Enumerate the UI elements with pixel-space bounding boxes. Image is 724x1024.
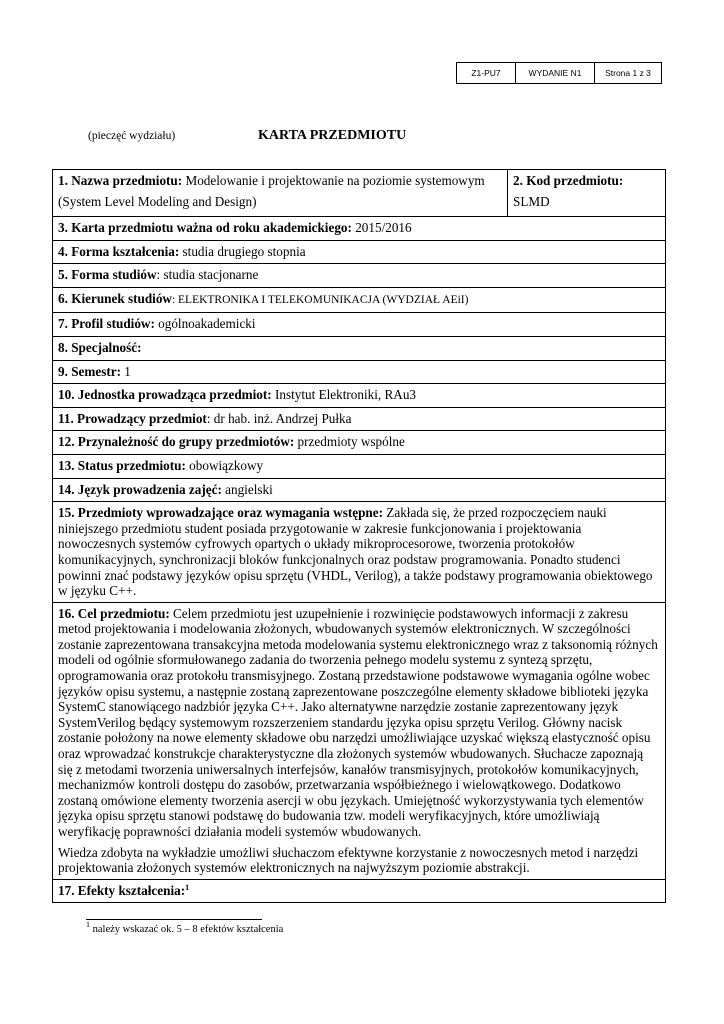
field-12-cell xyxy=(53,431,666,455)
course-code-label: 2. Kod przedmiotu: xyxy=(513,173,624,188)
field-10-cell xyxy=(53,384,666,408)
course-name-value: Modelowanie i projektowanie na poziomie systemowym xyxy=(182,173,485,188)
course-name-cell xyxy=(53,170,508,217)
course-code-cell xyxy=(508,170,666,217)
field-9-cell xyxy=(53,360,666,384)
field-16-value: Celem przedmiotu jest uzupełnienie i rozwinięcie podstawowych informacji z zakresu metod projektowania i modelowania złożonych, wbudowanych systemów elektronicznych. W szczególności zostanie zaprezentowana transakcyjna metoda modelowania systemu elektronicznego wraz z taksonomią różnych modeli od ogólnie sformułowanego zadania do tworzenia pełnego modelu systemu z syntezą sprzętu, oprogramowania oraz protokołu transmisyjnego. Zostaną przedstawione podstawowe wymagania ogólne wobec języków opisu systemu, a następnie zostaną zaprezentowane poszczególne elementy składowe biblioteki języka SystemC stanowiącego nadzbiór języka C++. Jako alternatywne narzędzie zostanie zaprezentowany język SystemVerilog będący systemowym rozszerzeniem standardu języka opisu sprzętu Verilog. Główny nacisk zostanie położony na nowe elementy składowe obu narzędzi umożliwiające uzyskać większą elastyczność opisu oraz wprowadzać konstrukcje charakterystyczne dla złożonych systemów wbudowanych. Słuchacze zapoznają się z metodami tworzenia uniwersalnych interfejsów, kanałów transmisyjnych, protokołów komunikacyjnych, mechanizmów kontroli dostępu do zasobów, przetwarzania współbieżnego i wielowątkowego. Dodatkowo zostaną omówione elementy tworzenia asercji w obu językach. Umiejętność wykorzystywania tych elementów języka opisu sprzętu stanowi podstawę do budowania tzw. modeli weryfikacyjnych, które umożliwiają weryfikację poprawności działania modeli systemów wbudowanych. xyxy=(58,605,658,839)
field-9-label: 9. Semestr: xyxy=(58,363,121,379)
field-11-label: 11. Prowadzący przedmiot xyxy=(58,410,207,426)
footnote-mark: 1 xyxy=(86,920,90,929)
footnote xyxy=(86,920,284,935)
footnote-separator xyxy=(86,919,262,920)
field-8-cell xyxy=(53,336,666,360)
field-6-label: 6. Kierunek studiów xyxy=(58,290,172,306)
field-8-label: 8. Specjalność: xyxy=(58,339,142,355)
field-7-cell xyxy=(53,313,666,337)
field-16-summary: Wiedza zdobyta na wykładzie umożliwi słuchaczom efektywne korzystanie z nowoczesnych metod i narzędzi projektowania złożonych systemów elektronicznych na najwyższym poziomie abstrakcji. xyxy=(58,844,639,876)
course-name-english: (System Level Modeling and Design) xyxy=(58,194,257,209)
field-7-label: 7. Profil studiów: xyxy=(58,316,155,332)
footnote-text: należy wskazać ok. 5 – 8 efektów kształcenia xyxy=(90,924,284,935)
document-header-table xyxy=(456,62,662,84)
field-12-value: przedmioty wspólne xyxy=(294,434,405,450)
course-code-value: SLMD xyxy=(513,194,550,209)
field-4-value: studia drugiego stopnia xyxy=(179,243,306,259)
field-16-label: 16. Cel przedmiotu: xyxy=(58,605,170,621)
field-15-cell xyxy=(53,502,666,603)
field-6-cell xyxy=(53,287,666,313)
course-card-table xyxy=(52,169,666,903)
page-title: KARTA PRZEDMIOTU xyxy=(258,128,407,143)
field-16-cell xyxy=(53,602,666,879)
field-3-cell xyxy=(53,217,666,241)
document-edition: WYDANIE N1 xyxy=(516,63,595,84)
field-17-label: 17. Efekty kształcenia:$^1$ xyxy=(58,882,190,898)
footnote-ref: 1 xyxy=(185,882,190,892)
field-4-label: 4. Forma kształcenia: xyxy=(58,243,180,259)
field-17-cell xyxy=(53,879,666,903)
field-6-value: : ELEKTRONIKA I TELEKOMUNIKACJA (WYDZIAŁ AEiI) xyxy=(171,293,469,306)
page-indicator: Strona 1 z 3 xyxy=(595,63,662,84)
field-row-1-2 xyxy=(53,170,666,217)
field-14-cell xyxy=(53,478,666,502)
field-3-label: 3. Karta przedmiotu ważna od roku akademickiego: xyxy=(58,220,352,235)
document-code: Z1-PU7 xyxy=(457,63,516,84)
field-5-value: : studia stacjonarne xyxy=(156,267,259,283)
field-4-cell xyxy=(53,240,666,264)
field-13-label: 13. Status przedmiotu: xyxy=(58,457,186,473)
field-7-value: ogólnoakademicki xyxy=(154,316,256,332)
field-11-cell xyxy=(53,407,666,431)
field-3-value: 2015/2016 xyxy=(351,220,412,235)
field-13-cell xyxy=(53,454,666,478)
field-5-cell xyxy=(53,264,666,288)
faculty-stamp-placeholder: (pieczęć wydziału) xyxy=(88,130,176,142)
field-14-label: 14. Język prowadzenia zajęć: xyxy=(58,481,222,497)
field-10-value: Instytut Elektroniki, RAu3 xyxy=(271,387,417,403)
course-name-label: 1. Nazwa przedmiotu: xyxy=(58,173,183,188)
field-13-value: obowiązkowy xyxy=(185,457,264,473)
field-5-label: 5. Forma studiów xyxy=(58,267,157,283)
field-9-value: 1 xyxy=(120,363,131,379)
field-10-label: 10. Jednostka prowadząca przedmiot: xyxy=(58,387,272,403)
field-12-label: 12. Przynależność do grupy przedmiotów: xyxy=(58,434,295,450)
field-15-label: 15. Przedmioty wprowadzające oraz wymagania wstępne: xyxy=(58,505,383,521)
field-11-value: : dr hab. inż. Andrzej Pułka xyxy=(206,410,352,426)
field-15-value: Zakłada się, że przed rozpoczęciem nauki niniejszego przedmiotu student posiada przygotowanie w zakresie funkcjonowania i projektowania nowoczesnych systemów cyfrowych opartych o układy mikroprocesorowe, tworzenia protokołów komunikacyjnych, synchronizacji bloków funkcjonalnych oraz podstaw programowania. Ponadto studenci powinni znać podstawy języków opisu sprzętu (VHDL, Verilog), a także podstawy programowania obiektowego w języku C++. xyxy=(58,505,653,599)
field-14-value: angielski xyxy=(221,481,273,497)
